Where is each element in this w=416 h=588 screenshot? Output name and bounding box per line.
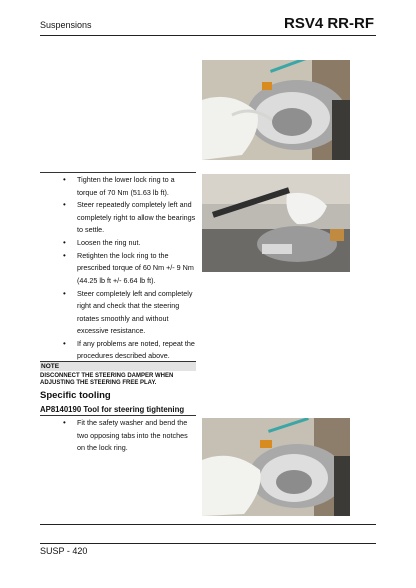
bullet: • xyxy=(63,250,66,260)
header-rule xyxy=(40,35,376,36)
footer-rule-top xyxy=(40,524,376,525)
model-title: RSV4 RR-RF xyxy=(283,15,374,32)
bullet: • xyxy=(63,200,66,209)
list-item xyxy=(40,417,196,455)
note-bar xyxy=(40,362,196,371)
bullet: • xyxy=(63,238,66,247)
page-number: SUSP - 420 xyxy=(40,546,88,556)
steps-list xyxy=(40,174,196,363)
list-item xyxy=(40,250,196,288)
photo-wrench-tightening xyxy=(202,174,350,272)
footer-rule xyxy=(40,543,376,544)
steps-top-rule xyxy=(40,172,196,173)
section-title: Suspensions xyxy=(40,20,92,30)
step-text: Fit the safety washer and bend the two opposing tabs into the notches on the lock ring. xyxy=(77,418,188,453)
step-text: Tighten the lower lock ring to a torque of 70 Nm (51.63 lb ft). xyxy=(77,175,175,197)
list-item xyxy=(40,199,196,237)
step-text: Steer completely left and completely right and check that the steering rotates smoothly and without excessive resistance. xyxy=(77,288,193,336)
list-item xyxy=(40,338,196,363)
bullet: • xyxy=(63,418,66,427)
list-item xyxy=(40,288,196,338)
final-steps-list xyxy=(40,417,196,455)
note-label: NOTE xyxy=(41,363,60,370)
bullet: • xyxy=(63,288,66,298)
tool-name: AP8140190 Tool for steering tightening xyxy=(40,405,185,414)
step-text: Loosen the ring nut. xyxy=(77,238,141,247)
bullet: • xyxy=(63,338,66,348)
tooling-rule xyxy=(40,415,196,416)
note-text: DISCONNECT THE STEERING DAMPER WHEN ADJUSTING THE STEERING FREE PLAY. xyxy=(40,373,174,386)
list-item xyxy=(40,237,196,250)
list-item xyxy=(40,174,196,199)
step-text: Steer repeatedly completely left and completely right to allow the bearings to settle. xyxy=(77,200,196,235)
step-text: If any problems are noted, repeat the procedures described above. xyxy=(77,338,195,361)
photo-safety-washer xyxy=(202,418,350,516)
photo-steering-head-top xyxy=(202,60,350,160)
bullet: • xyxy=(63,175,66,184)
step-text: Retighten the lock ring to the prescribed torque of 60 Nm +/- 9 Nm (44.25 lb ft +/- 6.64 lb ft). xyxy=(77,250,194,285)
tooling-title: Specific tooling xyxy=(40,390,111,401)
